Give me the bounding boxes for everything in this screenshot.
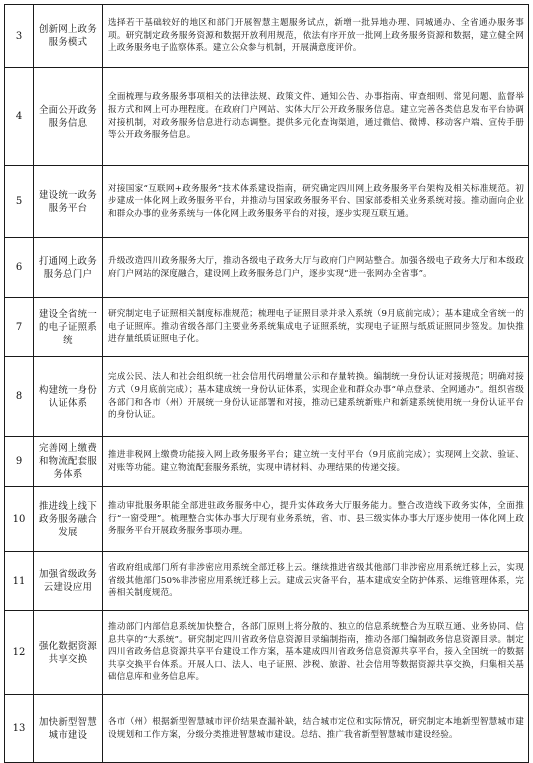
task-name: 打通网上政务服务总门户 — [34, 238, 103, 298]
task-name: 强化数据资源共享交换 — [34, 611, 103, 695]
task-name: 建设统一政务服务平台 — [34, 166, 103, 238]
table-row — [5, 552, 529, 611]
table-row — [5, 487, 529, 552]
task-description: 升级改造四川政务服务大厅，推动各级电子政务大厅与政府门户网站整合。加强各级电子政务大厅和本级政府门户网站的深度融合，建设网上政务服务总门户，逐步实现“进一张网办全省事”。 — [103, 238, 529, 298]
task-name: 加强省级政务云建设应用 — [34, 552, 103, 611]
row-number: 4 — [5, 68, 34, 166]
task-description: 研究制定电子证照相关制度标准规范；梳理电子证照目录并录入系统（9月底前完成）；基本建成全省统一的电子证照库。推动省级各部门主要业务系统集成电子证照系统，实现电子证照与纸质证照同步签发。加快推进存量纸质证照电子化。 — [103, 298, 529, 357]
task-description: 完成公民、法人和社会组织统一社会信用代码增量公示和存量转换。编制统一身份认证对接规范；明确对接方式（9月底前完成）；基本建成统一身份认证体系，实现企业和群众办事“单点登录、全网通办”。组织省级各部门和各市（州）开展统一身份认证部署和对接，推动已建系统新账户和新建系统使用统一身份认证平台的身份认证。 — [103, 357, 529, 437]
row-number: 13 — [5, 695, 34, 763]
task-table — [4, 4, 529, 763]
row-number: 8 — [5, 357, 34, 437]
table-row — [5, 238, 529, 298]
task-table-body — [5, 5, 529, 763]
row-number: 9 — [5, 437, 34, 487]
table-row — [5, 611, 529, 695]
task-name: 全面公开政务服务信息 — [34, 68, 103, 166]
table-row — [5, 357, 529, 437]
row-number: 12 — [5, 611, 34, 695]
task-description: 推动审批服务职能全部进驻政务服务中心，提升实体政务大厅服务能力。整合改造线下政务实体，全面推行“一窗受理”。梳理整合实体办事大厅现有业务系统，省、市、县三级实体办事大厅逐步使用一体化网上政务服务平台开展政务服务事项办理。 — [103, 487, 529, 552]
task-description: 推进非税网上缴费功能接入网上政务服务平台；建立统一支付平台（9月底前完成）；实现网上交款、验证、对账等功能。建立物流配套服务系统，实现申请材料、办理结果的传递交接。 — [103, 437, 529, 487]
task-name: 推进线上线下政务服务融合发展 — [34, 487, 103, 552]
task-name: 构建统一身份认证体系 — [34, 357, 103, 437]
task-name: 加快新型智慧城市建设 — [34, 695, 103, 763]
task-description: 各市（州）根据新型智慧城市评价结果查漏补缺，结合城市定位和实际情况，研究制定本地新型智慧城市建设规划和工作方案，分级分类推进智慧城市建设。总结、推广我省新型智慧城市建设经验。 — [103, 695, 529, 763]
task-name: 完善网上缴费和物流配套服务体系 — [34, 437, 103, 487]
row-number: 5 — [5, 166, 34, 238]
task-description: 推动部门内部信息系统加快整合，各部门原则上将分散的、独立的信息系统整合为互联互通、业务协同、信息共享的“大系统”。研究制定四川省政务信息资源目录编制指南，推动各部门编制政务信息资源目录。制定四川省政务信息资源共享平台建设工作方案，基本建成四川省政务信息资源共享平台，接入全国统一的数据共享交换平台体系。开展人口、法人、电子证照、涉税、旅游、社会信用等数据资源共享交换，归集相关基础信息库和业务信息库。 — [103, 611, 529, 695]
task-name: 建设全省统一的电子证照系统 — [34, 298, 103, 357]
task-description: 全面梳理与政务服务事项相关的法律法规、政策文件、通知公告、办事指南、审查细则、常见问题、监督举报方式和网上可办理程度。在政府门户网站、实体大厅公开政务服务信息。建立完善各类信息发布平台协调对接机制，对政务服务信息进行动态调整。提供多元化查询渠道，通过微信、微博、移动客户端、宣传手册等公开政务服务信息。 — [103, 68, 529, 166]
task-name: 创新网上政务服务模式 — [34, 5, 103, 68]
row-number: 10 — [5, 487, 34, 552]
table-row — [5, 437, 529, 487]
row-number: 3 — [5, 5, 34, 68]
task-description: 对接国家“互联网+政务服务”技术体系建设指南，研究确定四川网上政务服务平台架构及相关标准规范。初步建成一体化网上政务服务平台，并推动与国家政务服务平台、国家部委相关业务系统对接。推动面向企业和群众办事的业务系统与一体化网上政务服务平台的对接，逐步实现互联互通。 — [103, 166, 529, 238]
task-description: 省政府组成部门所有非涉密应用系统全部迁移上云。继续推进省级其他部门非涉密应用系统迁移上云，实现省级其他部门50%非涉密应用系统迁移上云。建成云灾备平台，基本建成安全防护体系、运维管理体系，完善相关制度规范。 — [103, 552, 529, 611]
table-row — [5, 695, 529, 763]
row-number: 6 — [5, 238, 34, 298]
row-number: 11 — [5, 552, 34, 611]
table-row — [5, 68, 529, 166]
table-row — [5, 166, 529, 238]
row-number: 7 — [5, 298, 34, 357]
task-description: 选择若干基础较好的地区和部门开展智慧主题服务试点，新增一批异地办理、同城通办、全省通办服务事项。研究制定政务服务资源和数据开放利用规范，依法有序开放一批网上政务服务资源和数据，建立健全网上政务服务电子监察体系。建立公众参与机制，开展满意度评价。 — [103, 5, 529, 68]
table-row — [5, 298, 529, 357]
table-row — [5, 5, 529, 68]
